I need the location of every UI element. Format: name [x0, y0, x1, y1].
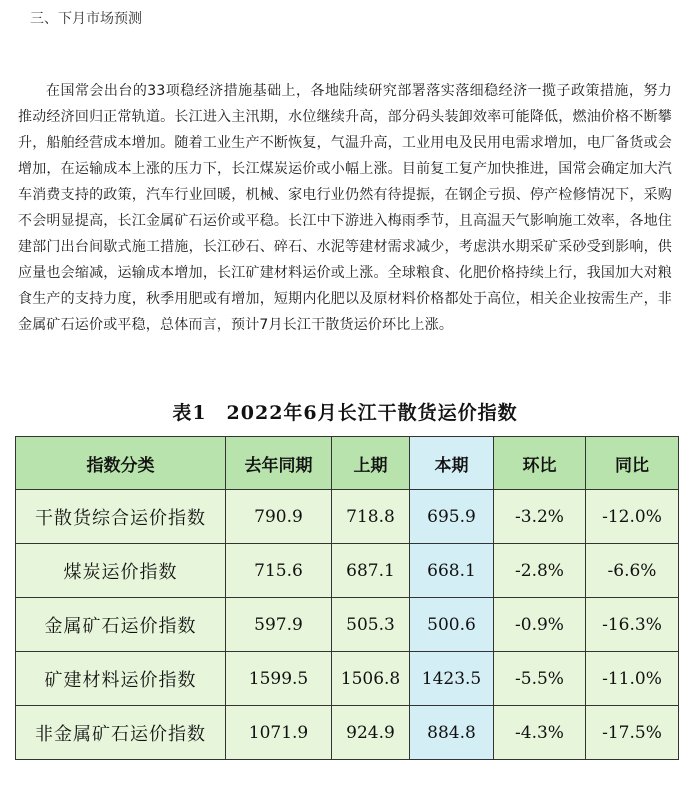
table-row: [16, 652, 679, 706]
header-category: 指数分类: [16, 437, 226, 490]
cell-yoy: -17.5%: [586, 706, 679, 760]
cell-mom: -3.2%: [494, 490, 586, 544]
row-name: 煤炭运价指数: [16, 544, 226, 598]
row-name: 干散货综合运价指数: [16, 490, 226, 544]
cell-last-year: 715.6: [226, 544, 332, 598]
header-mom: 环比: [494, 437, 586, 490]
section-heading: 三、下月市场预测: [30, 11, 142, 27]
cell-yoy: -16.3%: [586, 598, 679, 652]
row-name: 非金属矿石运价指数: [16, 706, 226, 760]
table-header-row: [16, 437, 679, 490]
cell-last-year: 597.9: [226, 598, 332, 652]
table-row: [16, 598, 679, 652]
header-last-year: 去年同期: [226, 437, 332, 490]
cell-yoy: -11.0%: [586, 652, 679, 706]
cell-yoy: -12.0%: [586, 490, 679, 544]
cell-last-year: 1599.5: [226, 652, 332, 706]
cell-yoy: -6.6%: [586, 544, 679, 598]
row-name: 矿建材料运价指数: [16, 652, 226, 706]
cell-current: 884.8: [410, 706, 494, 760]
table-row: [16, 490, 679, 544]
header-yoy: 同比: [586, 437, 679, 490]
table-row: [16, 544, 679, 598]
cell-current: 500.6: [410, 598, 494, 652]
table-title: 表1 2022年6月长江干散货运价指数: [172, 402, 518, 424]
cell-previous: 687.1: [332, 544, 410, 598]
cell-previous: 718.8: [332, 490, 410, 544]
cell-current: 695.9: [410, 490, 494, 544]
cell-current: 668.1: [410, 544, 494, 598]
cell-last-year: 1071.9: [226, 706, 332, 760]
header-current: 本期: [410, 437, 494, 490]
row-name: 金属矿石运价指数: [16, 598, 226, 652]
table-row: [16, 706, 679, 760]
cell-current: 1423.5: [410, 652, 494, 706]
freight-index-table: [15, 436, 679, 760]
forecast-paragraph: 在国常会出台的33项稳经济措施基础上，各地陆续研究部署落实落细稳经济一揽子政策措施，努力推动经济回归正常轨道。长江进入主汛期，水位继续升高，部分码头装卸效率可能降低，燃油价格不断攀升，船舶经营成本增加。随着工业生产不断恢复，气温升高，工业用电及民用电需求增加，电厂备货或会增加，在运输成本上涨的压力下，长江煤炭运价或小幅上涨。目前复工复产加快推进，国常会确定加大汽车消费支持的政策，汽车行业回暖，机械、家电行业仍然有待提振，在钢企亏损、停产检修情况下，采购不会明显提高，长江金属矿石运价或平稳。长江中下游进入梅雨季节，且高温天气影响施工效率，各地住建部门出台间歇式施工措施，长江砂石、碎石、水泥等建材需求减少，考虑洪水期采矿采砂受到影响，供应量也会缩减，运输成本增加，长江矿建材料运价或上涨。全球粮食、化肥价格持续上行，我国加大对粮食生产的支持力度，秋季用肥或有增加，短期内化肥以及原材料价格都处于高位，相关企业按需生产，非金属矿石运价或平稳，总体而言，预计7月长江干散货运价环比上涨。: [18, 83, 672, 333]
cell-mom: -0.9%: [494, 598, 586, 652]
cell-last-year: 790.9: [226, 490, 332, 544]
cell-mom: -5.5%: [494, 652, 586, 706]
cell-previous: 1506.8: [332, 652, 410, 706]
cell-mom: -2.8%: [494, 544, 586, 598]
header-previous: 上期: [332, 437, 410, 490]
cell-previous: 924.9: [332, 706, 410, 760]
cell-previous: 505.3: [332, 598, 410, 652]
cell-mom: -4.3%: [494, 706, 586, 760]
